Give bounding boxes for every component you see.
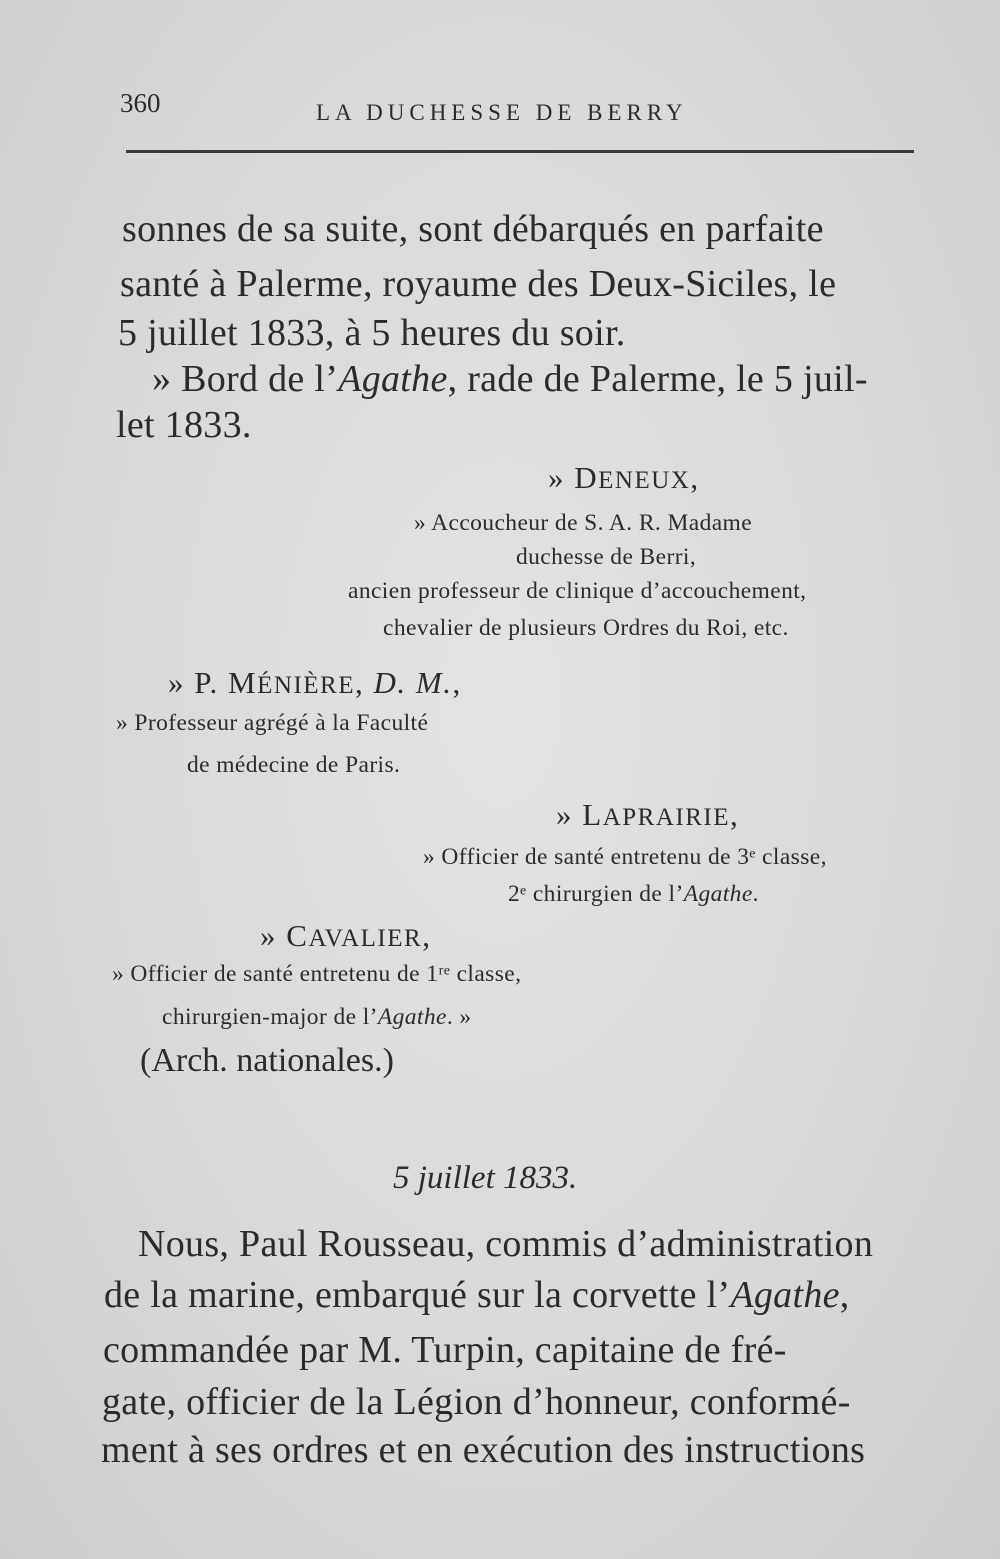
ship-name: Agathe <box>338 358 448 400</box>
text-fragment: , <box>690 460 700 495</box>
ship-name: Agathe <box>377 1004 447 1030</box>
text-fragment: , <box>422 918 432 953</box>
archives-reference: (Arch. nationales.) <box>140 1042 394 1079</box>
text-line: let 1833. <box>116 404 252 446</box>
text-fragment: . <box>752 881 759 907</box>
text-fragment: APRAIRIE <box>602 804 730 831</box>
text-line: gate, officier de la Légion d’honneur, conformé- <box>102 1381 851 1423</box>
signature-name-meniere <box>168 665 462 701</box>
signature-detail: chevalier de plusieurs Ordres du Roi, etc. <box>383 615 789 641</box>
page-number: 360 <box>120 88 161 118</box>
signature-detail: » Accoucheur de S. A. R. Madame <box>414 510 753 536</box>
text-fragment: , <box>839 1274 850 1316</box>
signature-detail: » Professeur agrégé à la Faculté <box>116 710 429 736</box>
signature-detail: » Officier de santé entretenu de 1ʳᵉ classe, <box>112 961 522 987</box>
running-title: LA DUCHESSE DE BERRY <box>316 100 688 125</box>
text-fragment: de la marine, embarqué sur la corvette l’ <box>104 1274 731 1316</box>
text-line: ment à ses ordres et en exécution des instructions <box>101 1429 866 1471</box>
signature-detail: ancien professeur de clinique d’accouchement, <box>348 578 807 604</box>
text-fragment: AVALIER <box>308 925 423 952</box>
text-fragment: chirurgien-major de l’ <box>162 1004 378 1030</box>
text-fragment: » P. M <box>168 665 258 700</box>
signature-name-deneux <box>548 460 700 496</box>
text-line <box>152 357 868 401</box>
signature-detail: de médecine de Paris. <box>187 752 401 778</box>
signature-detail: » Officier de santé entretenu de 3ᵉ classe, <box>423 844 827 870</box>
date-heading: 5 juillet 1833. <box>393 1160 578 1196</box>
text-fragment: , <box>729 797 740 832</box>
text-fragment: ENEUX <box>598 467 691 494</box>
signature-name-cavalier <box>260 918 431 954</box>
text-fragment: » C <box>260 918 309 953</box>
text-line: Nous, Paul Rousseau, commis d’administration <box>138 1223 874 1265</box>
text-fragment: , <box>452 665 462 700</box>
signature-detail <box>162 1004 472 1031</box>
text-fragment: » Bord de l’ <box>152 358 339 400</box>
text-line: 5 juillet 1833, à 5 heures du soir. <box>118 312 626 354</box>
text-fragment: , rade de Palerme, le 5 juil- <box>447 358 868 400</box>
signature-detail <box>508 881 759 908</box>
text-line <box>104 1273 850 1317</box>
text-fragment: 2ᵉ chirurgien de l’ <box>508 881 684 907</box>
text-fragment: » L <box>556 797 603 832</box>
text-fragment: . » <box>446 1004 472 1030</box>
text-fragment: » D <box>548 460 599 495</box>
signature-name-laprairie <box>556 797 739 833</box>
text-fragment: ÉNIÈRE <box>257 672 355 699</box>
text-line: sonnes de sa suite, sont débarqués en parfaite <box>122 208 824 250</box>
text-line: commandée par M. Turpin, capitaine de fré- <box>103 1329 787 1371</box>
header-rule <box>126 150 914 153</box>
text-fragment: D. M. <box>373 665 453 700</box>
text-fragment: , <box>355 665 374 700</box>
ship-name: Agathe <box>683 881 753 907</box>
signature-detail: duchesse de Berri, <box>516 544 697 570</box>
running-header <box>120 86 915 130</box>
text-line: santé à Palerme, royaume des Deux-Siciles, le <box>120 263 837 305</box>
ship-name: Agathe <box>730 1274 840 1316</box>
